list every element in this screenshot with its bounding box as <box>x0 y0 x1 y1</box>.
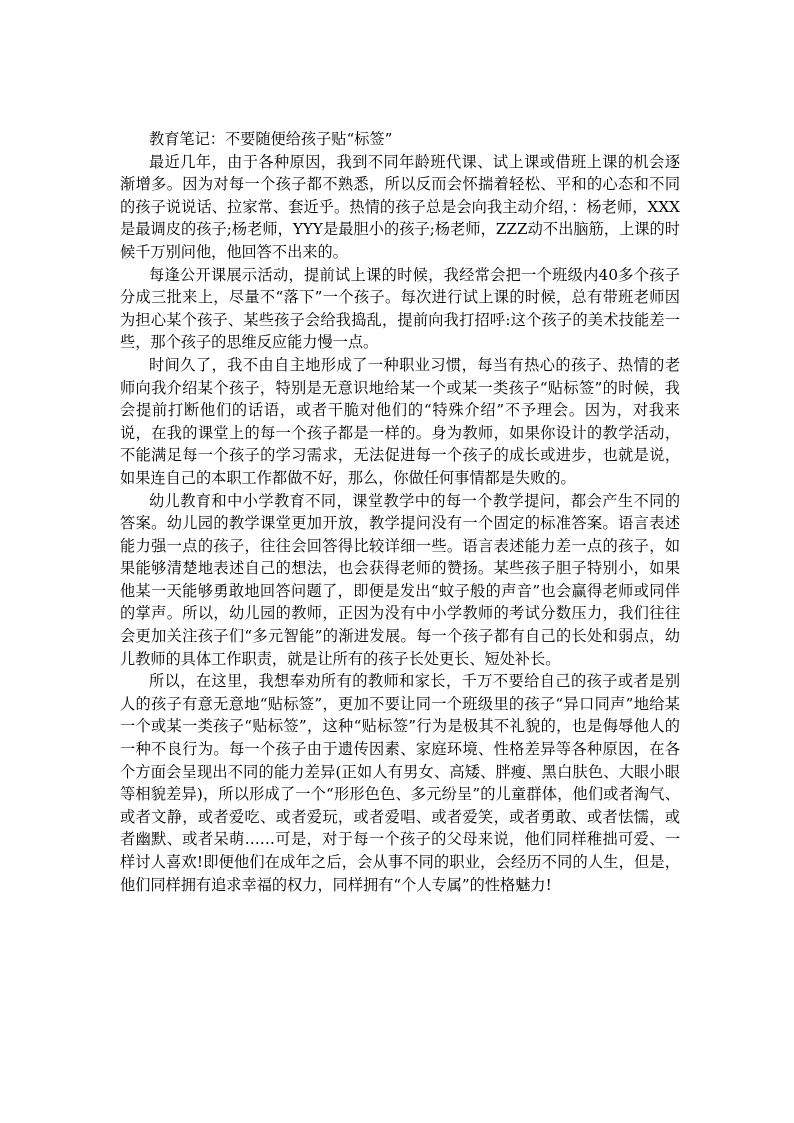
paragraph-4: 幼儿教育和中小学教育不同，课堂教学中的每一个教学提问，都会产生不同的答案。幼儿园的教学课堂更加开放，教学提问没有一个固定的标准答案。语言表述能力强一点的孩子，往往会回答得比较详细一些。语言表述能力差一点的孩子，如果能够清楚地表述自己的想法，也会获得老师的赞扬。某些孩子胆子特别小，如果他某一天能够勇敢地回答问题了，即便是发出“蚊子般的声音”也会赢得老师或同伴的掌声。所以，幼儿园的教师，正因为没有中小学教师的考试分数压力，我们往往会更加关注孩子们“多元智能”的渐进发展。每一个孩子都有自己的长处和弱点，幼儿教师的具体工作职责，就是让所有的孩子长处更长、短处补长。 <box>120 491 680 668</box>
paragraph-2: 每逢公开课展示活动，提前试上课的时候，我经常会把一个班级内40多个孩子分成三批来上，尽量不“落下”一个孩子。每次进行试上课的时候，总有带班老师因为担心某个孩子、某些孩子会给我捣乱，提前向我打招呼:这个孩子的美术技能差一些，那个孩子的思维反应能力慢一点。 <box>120 265 680 352</box>
document-body <box>120 128 680 896</box>
document-title: 教育笔记：不要随便给孩子贴“标签” <box>149 130 393 148</box>
paragraph-5: 所以，在这里，我想奉劝所有的教师和家长，千万不要给自己的孩子或者是别人的孩子有意无意地“贴标签”，更加不要让同一个班级里的孩子“异口同声”地给某一个或某一类孩子“贴标签”，这种“贴标签”行为是极其不礼貌的，也是侮辱他人的一种不良行为。每一个孩子由于遗传因素、家庭环境、性格差异等各种原因，在各个方面会呈现出不同的能力差异(正如人有男女、高矮、胖瘦、黑白肤色、大眼小眼等相貌差异)，所以形成了一个“形形色色、多元纷呈”的儿童群体，他们或者淘气、或者文静，或者爱吃、或者爱玩，或者爱唱、或者爱笑，或者勇敢、或者怯懦，或者幽默、或者呆萌……可是，对于每一个孩子的父母来说，他们同样稚拙可爱、一样讨人喜欢!即便他们在成年之后，会从事不同的职业，会经历不同的人生，但是，他们同样拥有追求幸福的权力，同样拥有“个人专属”的性格魅力! <box>120 672 680 894</box>
paragraph-3: 时间久了，我不由自主地形成了一种职业习惯，每当有热心的孩子、热情的老师向我介绍某个孩子，特别是无意识地给某一个或某一类孩子“贴标签”的时候，我会提前打断他们的话语，或者干脆对他们的“特殊介绍”不予理会。因为，对我来说，在我的课堂上的每一个孩子都是一样的。身为教师，如果你设计的教学活动，不能满足每一个孩子的学习需求，无法促进每一个孩子的成长或进步，也就是说，如果连自己的本职工作都做不好，那么，你做任何事情都是失败的。 <box>120 355 680 487</box>
paragraph-1: 最近几年，由于各种原因，我到不同年龄班代课、试上课或借班上课的机会逐渐增多。因为对每一个孩子都不熟悉，所以反而会怀揣着轻松、平和的心态和不同的孩子说说话、拉家常、套近乎。热情的孩子总是会向我主动介绍，：杨老师，XXX是最调皮的孩子;杨老师，YYY是最胆小的孩子;杨老师，ZZZ动不出脑筋，上课的时候千万别问他，他回答不出来的。 <box>120 152 680 261</box>
